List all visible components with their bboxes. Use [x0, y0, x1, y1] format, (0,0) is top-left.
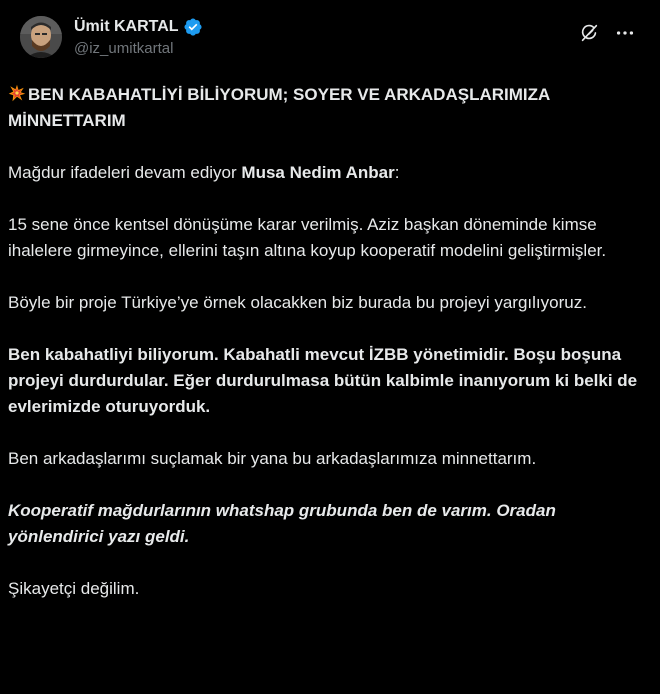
- paragraph-2: 15 sene önce kentsel dönüşüme karar verilmiş. Aziz başkan döneminde kimse ihalelere girmeyince, ellerini taşın altına koyup kooperatif modelini geliştirmişler.: [8, 215, 607, 260]
- paragraph-7: Şikayetçi değilim.: [8, 579, 140, 598]
- paragraph-5: Ben arkadaşlarımı suçlamak bir yana bu arkadaşlarımıza minnettarım.: [8, 449, 537, 468]
- tweet-header: [10, 0, 650, 78]
- paragraph-4: Ben kabahatliyi biliyorum. Kabahatli mevcut İZBB yönetimidir. Boşu boşuna projeyi durdurdular. Eğer durdurulmasa bütün kalbimle inanıyorum ki belki de evlerimizde oturuyorduk.: [8, 345, 638, 416]
- avatar[interactable]: [20, 16, 62, 58]
- collision-emoji-icon: [8, 84, 26, 102]
- header-actions: [578, 22, 636, 44]
- paragraph-3: Böyle bir proje Türkiye’ye örnek olacakken biz burada bu projeyi yargılıyoruz.: [8, 293, 587, 312]
- p1-suffix: :: [394, 163, 400, 182]
- verified-badge-icon[interactable]: [183, 17, 203, 37]
- avatar-photo: [20, 16, 62, 58]
- author-info: [74, 16, 203, 57]
- headline-text: BEN KABAHATLİYİ BİLİYORUM; SOYER VE ARKADAŞLARIMIZA MİNNETTARIM: [8, 85, 550, 130]
- p1-name: Musa Nedim Anbar: [241, 163, 395, 182]
- p1-prefix: Mağdur ifadeleri devam ediyor: [8, 163, 242, 182]
- handle[interactable]: @iz_umitkartal: [74, 40, 174, 57]
- grok-icon[interactable]: [578, 22, 600, 44]
- name-row: [74, 16, 203, 38]
- paragraph-1: [8, 160, 648, 186]
- headline-paragraph: [8, 82, 648, 134]
- tweet-text: [8, 82, 648, 602]
- more-options-icon[interactable]: [614, 22, 636, 44]
- paragraph-6: Kooperatif mağdurlarının whatshap grubunda ben de varım. Oradan yönlendirici yazı geldi.: [8, 501, 556, 546]
- display-name[interactable]: Ümit KARTAL: [74, 18, 179, 35]
